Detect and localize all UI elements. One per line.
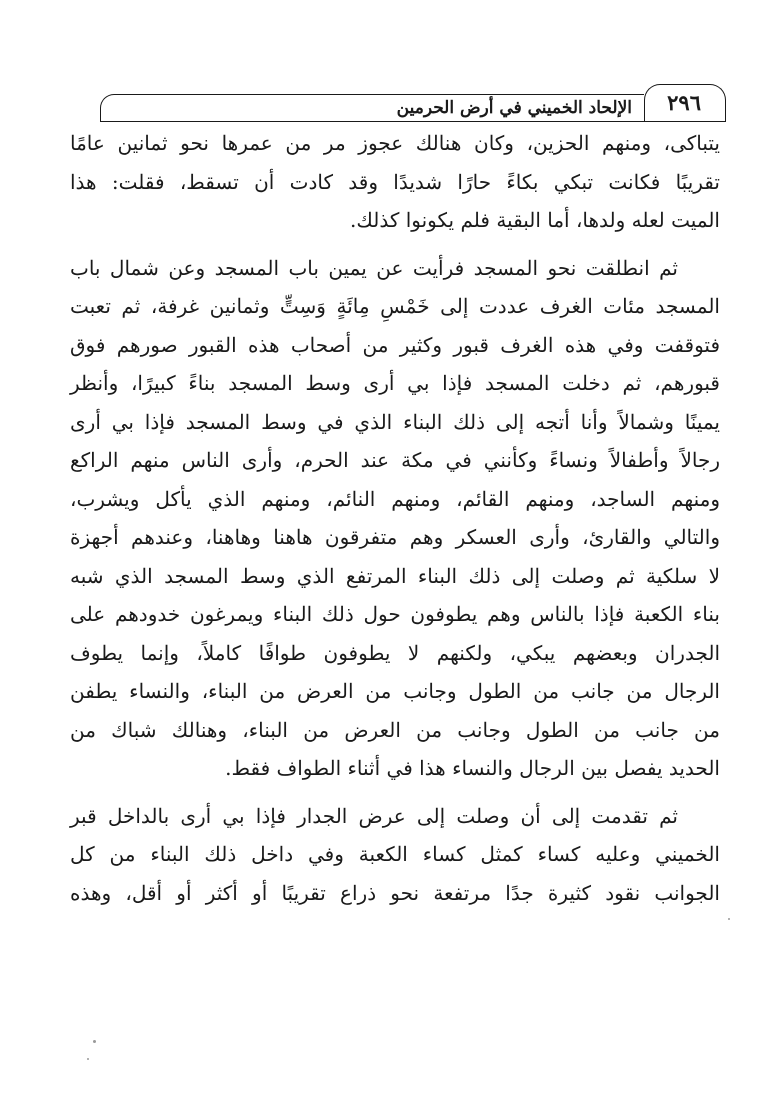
header-rule [100, 121, 726, 122]
page-number: ٢٩٦ [667, 90, 701, 115]
text-line: ثم انطلقت نحو المسجد فرأيت عن يمين باب المسجد وعن شمال باب [70, 255, 678, 280]
scan-speck [728, 918, 730, 920]
paragraph-1 [70, 124, 720, 240]
page-number-frame [644, 84, 726, 121]
paragraph-3 [70, 797, 720, 913]
text-line: فتوقفت وفي هذه الغرف قبور وكثير من أصحاب هذه القبور صورهم فوق [70, 332, 720, 357]
text-line: الميت لعله ولدها، أما البقية فلم يكونوا كذلك. [350, 208, 720, 232]
text-line: بناء الكعبة فإذا بالناس وهم يطوفون حول ذلك البناء ويمرغون خدودهم على [70, 602, 720, 626]
text-line: الجدران وبعضهم يبكي، ولكنهم لا يطوفون طوافًا كاملاً، وإنما يطوف [70, 640, 720, 665]
header-title: الإلحاد الخميني في أرض الحرمين [396, 98, 632, 118]
text-line: يتباكى، ومنهم الحزين، وكان هنالك عجوز مر من عمرها نحو ثمانين عامًا [70, 131, 720, 155]
text-line: الخميني وعليه كساء كمثل كساء الكعبة وفي داخل ذلك البناء من كل [70, 842, 720, 866]
paragraph-2 [70, 249, 720, 788]
text-line: قبورهم، ثم دخلت المسجد فإذا بي أرى وسط المسجد بناءً كبيرًا، وأنظر [70, 371, 720, 395]
text-line: الجوانب نقود كثيرة جدًا مرتفعة نحو ذراع تقريبًا أو أكثر أو أقل، وهذه [70, 880, 720, 905]
text-line: رجالاً وأطفالاً ونساءً وكأنني في مكة عند الحرم، وأرى الناس منهم الراكع [70, 448, 720, 472]
text-line: يمينًا وشمالاً وأنا أتجه إلى ذلك البناء الذي في وسط المسجد فإذا بي أرى [70, 409, 720, 434]
body-text [70, 124, 720, 912]
text-line: ومنهم الساجد، ومنهم القائم، ومنهم النائم، ومنهم الذي يأكل ويشرب، [70, 486, 720, 511]
header-title-frame [100, 94, 644, 121]
running-header [100, 84, 726, 124]
text-line: لا سلكية ثم وصلت إلى ذلك البناء المرتفع الذي وسط المسجد الذي شبه [70, 563, 720, 588]
text-line: من جانب من الطول وجانب من العرض من البناء، وهنالك شباك من [70, 717, 720, 742]
scan-speck [93, 1040, 96, 1043]
text-line: الحديد يفصل بين الرجال والنساء هذا في أثناء الطواف فقط. [225, 756, 720, 780]
scan-speck [87, 1058, 89, 1060]
text-line: الرجال من جانب من الطول وجانب من العرض من البناء، والنساء يطفن [70, 679, 720, 703]
text-line: ثم تقدمت إلى أن وصلت إلى عرض الجدار فإذا بي أرى بالداخل قبر [70, 803, 678, 828]
text-line: المسجد مئات الغرف عددت إلى خَمْسِ مِائَةٍ وَسِتٍّ وثمانين غرفة، ثم تعبت [70, 294, 720, 318]
text-line: تقريبًا فكانت تبكي بكاءً حارًا شديدًا وقد كادت أن تسقط، فقلت: هذا [70, 169, 720, 194]
text-line: والتالي والقارئ، وأرى العسكر وهم متفرقون هاهنا وهاهنا، وعندهم أجهزة [70, 525, 720, 549]
